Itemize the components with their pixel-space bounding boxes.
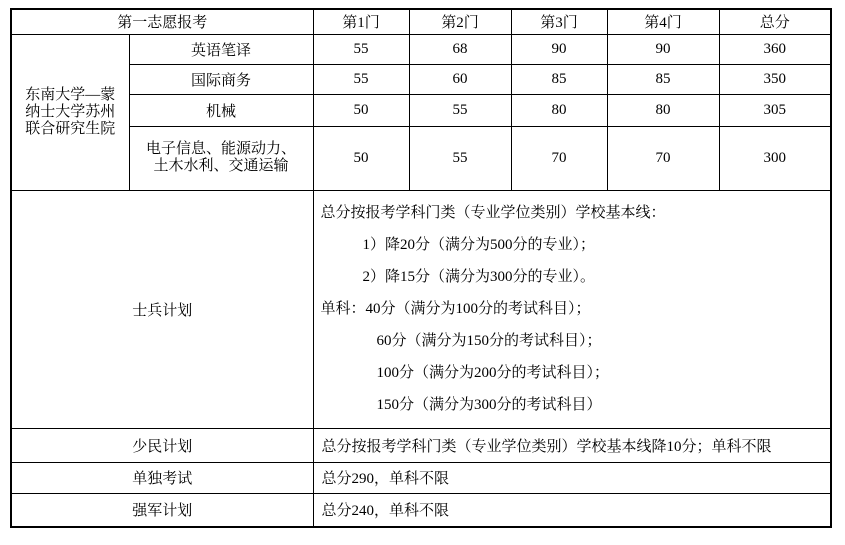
plan-row: [11, 190, 831, 428]
plan-policy: 总分290，单科不限: [313, 462, 831, 493]
header-subject-3: 第3门: [511, 9, 607, 34]
header-row: [11, 9, 831, 34]
university-name-cell: [11, 34, 129, 190]
program-row: [11, 94, 831, 126]
total-score-cell: 350: [719, 64, 831, 94]
program-name: 机械: [129, 94, 313, 126]
header-subject-4: 第4门: [607, 9, 719, 34]
score-cell: 70: [607, 126, 719, 190]
program-name-line: 电子信息、能源动力、: [146, 141, 297, 157]
policy-line: 60分（满分为150分的考试科目）；: [376, 333, 602, 349]
policy-line: 单科：40分（满分为100分的考试科目）；: [320, 301, 591, 317]
score-cell: 55: [409, 126, 511, 190]
plan-name: 少民计划: [11, 428, 313, 462]
program-row: [11, 34, 831, 64]
plan-name: 单独考试: [11, 462, 313, 493]
total-score-cell: 360: [719, 34, 831, 64]
score-cell: 80: [511, 94, 607, 126]
policy-line: 100分（满分为200分的考试科目）；: [376, 365, 610, 381]
plan-row: [11, 462, 831, 493]
plan-policy: 总分按报考学科门类（专业学位类别）学校基本线降10分；单科不限: [313, 428, 831, 462]
score-cell: 55: [313, 34, 409, 64]
score-cell: 85: [607, 64, 719, 94]
score-cell: 68: [409, 34, 511, 64]
score-cell: 70: [511, 126, 607, 190]
plan-name: 强军计划: [11, 493, 313, 527]
score-cell: 55: [313, 64, 409, 94]
header-first-choice: 第一志愿报考: [11, 9, 313, 34]
score-cell: 80: [607, 94, 719, 126]
plan-policy: 总分240，单科不限: [313, 493, 831, 527]
program-name: 国际商务: [129, 64, 313, 94]
program-row: [11, 64, 831, 94]
score-cell: 50: [313, 94, 409, 126]
total-score-cell: 300: [719, 126, 831, 190]
university-name-line: 东南大学—蒙: [25, 86, 116, 103]
policy-line: 150分（满分为300分的考试科目）: [376, 397, 602, 413]
program-row: [11, 126, 831, 190]
admission-score-table: [10, 8, 832, 528]
plan-row: [11, 493, 831, 527]
score-cell: 90: [511, 34, 607, 64]
program-name: 英语笔译: [129, 34, 313, 64]
plan-row: [11, 428, 831, 462]
score-cell: 90: [607, 34, 719, 64]
plan-policy: [313, 190, 831, 428]
score-cell: 55: [409, 94, 511, 126]
policy-line: 总分按报考学科门类（专业学位类别）学校基本线：: [320, 205, 666, 221]
score-cell: 60: [409, 64, 511, 94]
score-cell: 85: [511, 64, 607, 94]
header-subject-1: 第1门: [313, 9, 409, 34]
total-score-cell: 305: [719, 94, 831, 126]
plan-name: 士兵计划: [11, 190, 313, 428]
program-name-line: 土木水利、交通运输: [153, 158, 289, 174]
header-subject-2: 第2门: [409, 9, 511, 34]
university-name-line: 纳士大学苏州: [25, 103, 116, 120]
score-cell: 50: [313, 126, 409, 190]
university-name-line: 联合研究生院: [25, 120, 116, 137]
header-total: 总分: [719, 9, 831, 34]
program-name: [129, 126, 313, 190]
policy-line: 2）降15分（满分为300分的专业）。: [362, 269, 596, 285]
policy-line: 1）降20分（满分为500分的专业）；: [362, 237, 596, 253]
